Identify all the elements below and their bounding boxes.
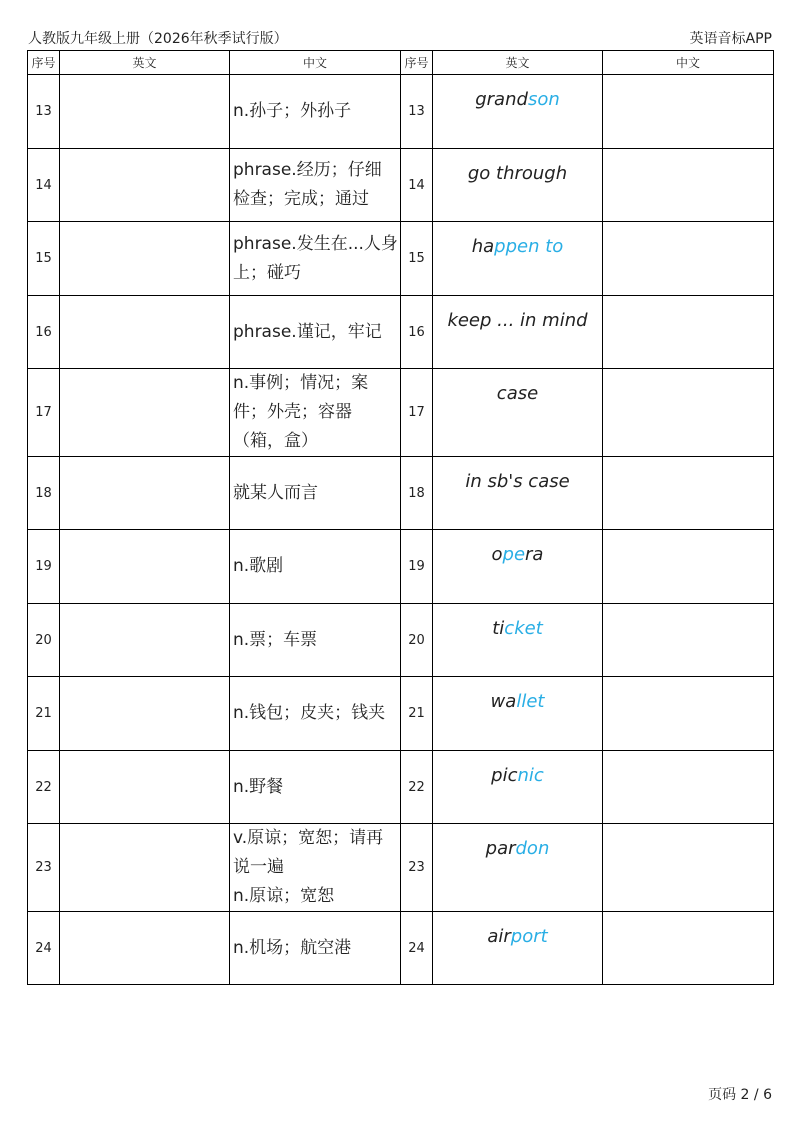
chinese-meaning: n.钱包；皮夹；钱夹 bbox=[230, 677, 401, 751]
column-header-number: 序号 bbox=[28, 51, 60, 75]
row-number: 18 bbox=[401, 457, 433, 530]
english-word bbox=[433, 751, 603, 824]
chinese-meaning: n.孙子；外孙子 bbox=[230, 75, 401, 149]
english-answer-cell bbox=[60, 369, 230, 457]
chinese-meaning: n.事例；情况；案件；外壳；容器（箱，盒） bbox=[230, 369, 401, 457]
english-word bbox=[433, 75, 603, 149]
row-number: 22 bbox=[28, 751, 60, 824]
table-body bbox=[28, 75, 774, 985]
word-part: air bbox=[487, 926, 511, 947]
chinese-meaning: n.机场；航空港 bbox=[230, 912, 401, 985]
english-answer-cell bbox=[60, 824, 230, 912]
table-row bbox=[28, 912, 774, 985]
chinese-meaning: phrase.发生在...人身上；碰巧 bbox=[230, 222, 401, 296]
english-word bbox=[433, 530, 603, 604]
row-number: 15 bbox=[401, 222, 433, 296]
chinese-answer-cell bbox=[603, 296, 774, 369]
table-row bbox=[28, 369, 774, 457]
word-part-highlighted: llet bbox=[516, 691, 545, 712]
english-word bbox=[433, 457, 603, 530]
row-number: 24 bbox=[401, 912, 433, 985]
english-word bbox=[433, 912, 603, 985]
english-answer-cell bbox=[60, 912, 230, 985]
word-part-highlighted: pe bbox=[502, 544, 526, 565]
table-row bbox=[28, 751, 774, 824]
word-part: par bbox=[485, 838, 516, 859]
table-row bbox=[28, 296, 774, 369]
chinese-meaning: v.原谅；宽恕；请再说一遍 n.原谅；宽恕 bbox=[230, 824, 401, 912]
document-title: 人教版九年级上册（2026年秋季试行版） bbox=[28, 31, 288, 47]
row-number: 16 bbox=[401, 296, 433, 369]
vocabulary-table bbox=[27, 50, 774, 985]
row-number: 24 bbox=[28, 912, 60, 985]
english-answer-cell bbox=[60, 457, 230, 530]
chinese-meaning: phrase.经历；仔细检查；完成；通过 bbox=[230, 149, 401, 222]
chinese-answer-cell bbox=[603, 751, 774, 824]
chinese-answer-cell bbox=[603, 604, 774, 677]
table-row bbox=[28, 149, 774, 222]
english-word bbox=[433, 824, 603, 912]
word-part-highlighted: son bbox=[527, 89, 560, 110]
english-word bbox=[433, 604, 603, 677]
column-header-english: 英文 bbox=[433, 51, 603, 75]
chinese-answer-cell bbox=[603, 369, 774, 457]
row-number: 14 bbox=[401, 149, 433, 222]
row-number: 17 bbox=[28, 369, 60, 457]
table-row bbox=[28, 222, 774, 296]
word-part-highlighted: cket bbox=[504, 618, 543, 639]
row-number: 20 bbox=[28, 604, 60, 677]
english-answer-cell bbox=[60, 751, 230, 824]
english-answer-cell bbox=[60, 530, 230, 604]
row-number: 21 bbox=[401, 677, 433, 751]
table-header-row bbox=[28, 51, 774, 75]
english-answer-cell bbox=[60, 677, 230, 751]
row-number: 23 bbox=[401, 824, 433, 912]
word-part: grand bbox=[475, 89, 528, 110]
chinese-meaning: n.歌剧 bbox=[230, 530, 401, 604]
chinese-answer-cell bbox=[603, 222, 774, 296]
english-word bbox=[433, 369, 603, 457]
chinese-answer-cell bbox=[603, 530, 774, 604]
table-row bbox=[28, 677, 774, 751]
word-part: ha bbox=[471, 236, 495, 257]
row-number: 20 bbox=[401, 604, 433, 677]
word-part: wa bbox=[490, 691, 517, 712]
chinese-meaning: phrase.谨记，牢记 bbox=[230, 296, 401, 369]
row-number: 21 bbox=[28, 677, 60, 751]
word-part-highlighted: don bbox=[515, 838, 550, 859]
word-part: go through bbox=[467, 163, 568, 184]
english-word bbox=[433, 296, 603, 369]
row-number: 22 bbox=[401, 751, 433, 824]
table-row bbox=[28, 457, 774, 530]
column-header-number: 序号 bbox=[401, 51, 433, 75]
word-part-highlighted: ppen to bbox=[494, 236, 564, 257]
word-part: pic bbox=[491, 765, 518, 786]
chinese-meaning: n.野餐 bbox=[230, 751, 401, 824]
row-number: 15 bbox=[28, 222, 60, 296]
row-number: 13 bbox=[401, 75, 433, 149]
word-part: case bbox=[496, 383, 539, 404]
chinese-answer-cell bbox=[603, 457, 774, 530]
row-number: 13 bbox=[28, 75, 60, 149]
app-name: 英语音标APP bbox=[689, 31, 772, 47]
page-number: 页码 2 / 6 bbox=[708, 1087, 772, 1103]
table-row bbox=[28, 75, 774, 149]
chinese-answer-cell bbox=[603, 75, 774, 149]
table-row bbox=[28, 824, 774, 912]
column-header-chinese: 中文 bbox=[230, 51, 401, 75]
chinese-meaning: n.票；车票 bbox=[230, 604, 401, 677]
row-number: 19 bbox=[401, 530, 433, 604]
word-part: keep ... in mind bbox=[447, 310, 588, 331]
row-number: 19 bbox=[28, 530, 60, 604]
english-word bbox=[433, 677, 603, 751]
chinese-answer-cell bbox=[603, 677, 774, 751]
english-answer-cell bbox=[60, 296, 230, 369]
row-number: 16 bbox=[28, 296, 60, 369]
chinese-answer-cell bbox=[603, 824, 774, 912]
word-part-highlighted: port bbox=[510, 926, 548, 947]
english-answer-cell bbox=[60, 604, 230, 677]
chinese-answer-cell bbox=[603, 912, 774, 985]
word-part-highlighted: nic bbox=[517, 765, 544, 786]
column-header-english: 英文 bbox=[60, 51, 230, 75]
word-part: ti bbox=[492, 618, 505, 639]
row-number: 14 bbox=[28, 149, 60, 222]
row-number: 23 bbox=[28, 824, 60, 912]
english-answer-cell bbox=[60, 75, 230, 149]
english-word bbox=[433, 149, 603, 222]
english-answer-cell bbox=[60, 222, 230, 296]
row-number: 17 bbox=[401, 369, 433, 457]
table-row bbox=[28, 530, 774, 604]
word-part: o bbox=[491, 544, 503, 565]
word-part: in sb's case bbox=[465, 471, 570, 492]
english-word bbox=[433, 222, 603, 296]
chinese-answer-cell bbox=[603, 149, 774, 222]
word-part: ra bbox=[525, 544, 544, 565]
chinese-meaning: 就某人而言 bbox=[230, 457, 401, 530]
table-row bbox=[28, 604, 774, 677]
english-answer-cell bbox=[60, 149, 230, 222]
row-number: 18 bbox=[28, 457, 60, 530]
column-header-chinese: 中文 bbox=[603, 51, 774, 75]
